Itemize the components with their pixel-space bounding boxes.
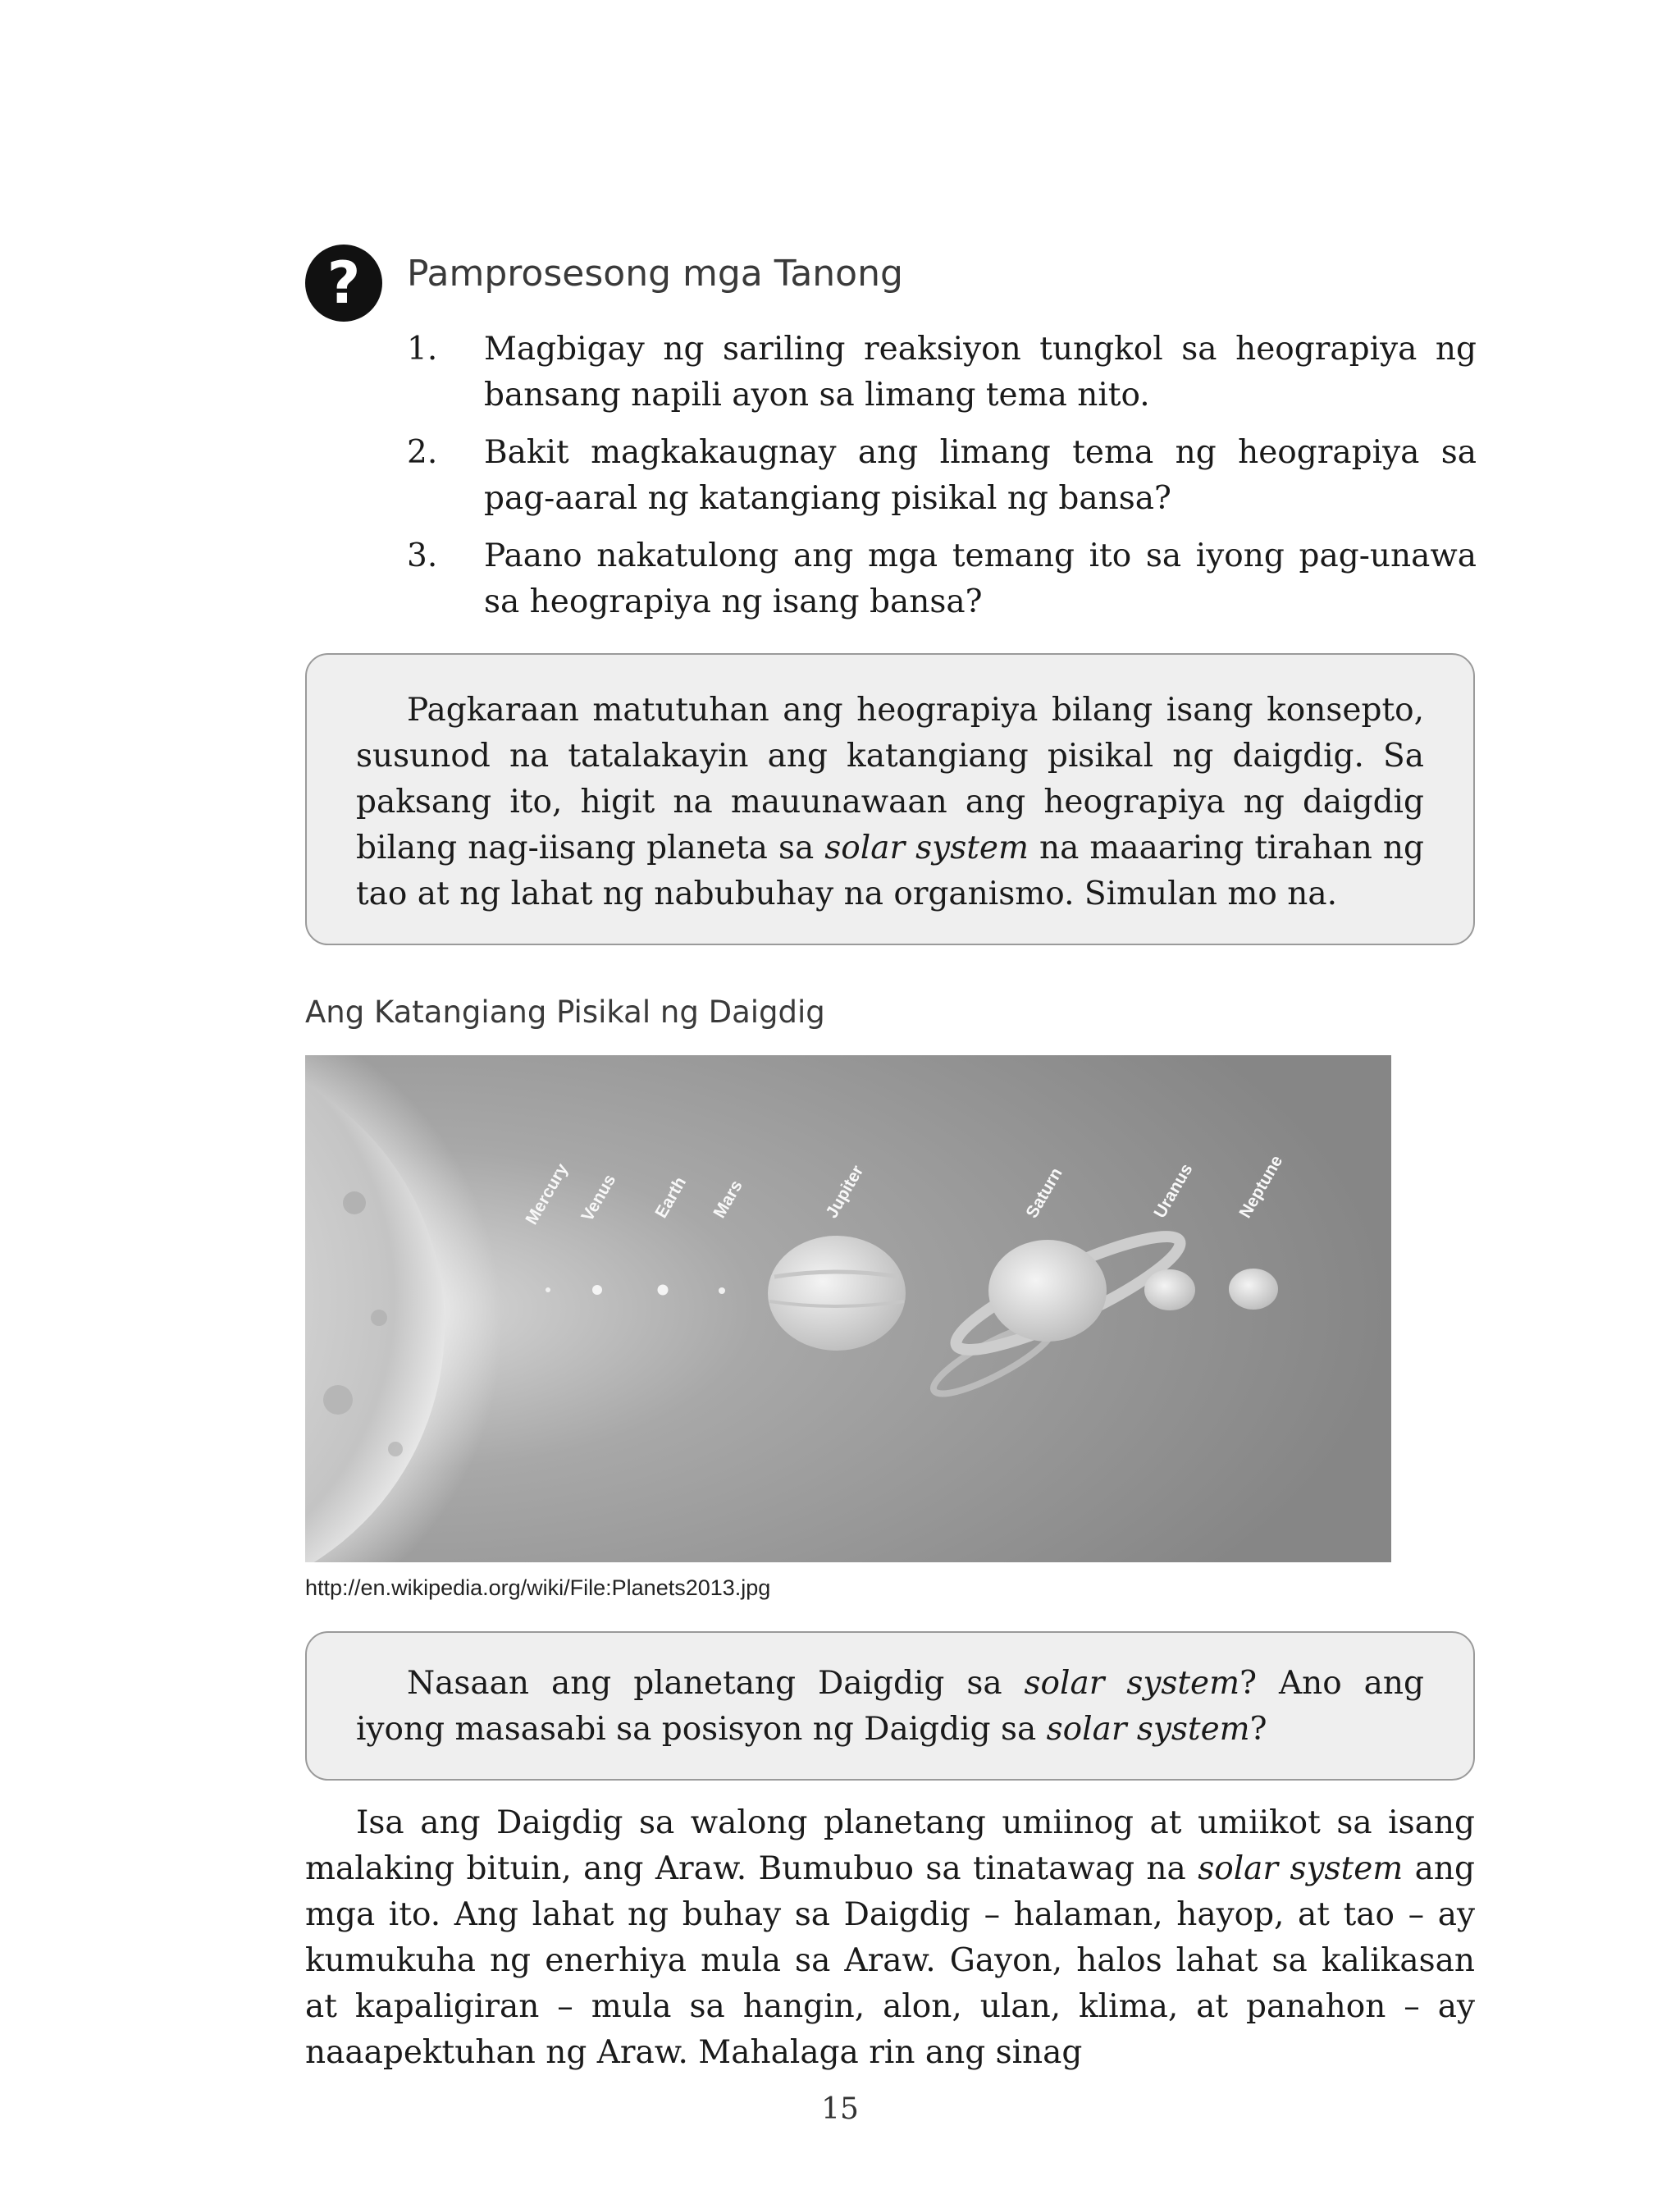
planet-venus xyxy=(592,1285,602,1295)
list-item xyxy=(407,430,1477,522)
solar-system-image xyxy=(305,1055,1391,1562)
planet-neptune xyxy=(1229,1269,1278,1310)
body-paragraph: Isa ang Daigdig sa walong planetang umiinog at umiikot sa isang malaking bituin, ang Araw. Bumubuo sa tinatawag na solar system ang mga ito. Ang lahat ng buhay sa Daigdig – halaman, hayop, at tao – ay kumukuha ng enerhiya mula sa Araw. Gayon, halos lahat sa kalikasan at kapaligiran – mula sa hangin, alon, ulan, klima, at panahon – ay naaapektuhan ng Araw. Mahalaga rin ang sinag xyxy=(305,1804,1475,2071)
planet-jupiter xyxy=(768,1236,906,1351)
intro-paragraph: Pagkaraan matutuhan ang heograpiya bilang isang konsepto, susunod na tatalakayin ang katangiang pisikal ng daigdig. Sa paksang ito, higit na mauunawaan ang heograpiya ng daigdig bilang nag-iisang planeta sa solar system na maaaring tirahan ng tao at ng lahat ng nabubuhay na organismo. Simulan mo na. xyxy=(356,692,1424,912)
item-number: 2. xyxy=(407,434,438,471)
planet-mars xyxy=(719,1287,725,1294)
question-paragraph: Nasaan ang planetang Daigdig sa solar system? Ano ang iyong masasabi sa posisyon ng Daigdig sa solar system? xyxy=(356,1665,1424,1748)
page-number: 15 xyxy=(821,2092,859,2126)
planet-saturn xyxy=(988,1240,1107,1342)
planet-uranus xyxy=(1144,1269,1195,1310)
item-text: Bakit magkakaugnay ang limang tema ng heograpiya sa pag-aaral ng katangiang pisikal ng bansa? xyxy=(484,434,1477,517)
list-item xyxy=(407,327,1477,418)
planet-mercury xyxy=(546,1287,550,1292)
item-number: 3. xyxy=(407,537,438,574)
subheading: Ang Katangiang Pisikal ng Daigdig xyxy=(305,994,825,1030)
planet-label-neptune: Neptune xyxy=(1235,1152,1287,1222)
planet-label-saturn: Saturn xyxy=(1022,1164,1066,1222)
planet-label-jupiter: Jupiter xyxy=(822,1162,868,1222)
item-text: Paano nakatulong ang mga temang ito sa iyong pag-unawa sa heograpiya ng isang bansa? xyxy=(484,537,1477,620)
image-caption: http://en.wikipedia.org/wiki/File:Planets2013.jpg xyxy=(305,1575,771,1600)
list-item xyxy=(407,533,1477,625)
item-number: 1. xyxy=(407,331,438,368)
planet-earth xyxy=(658,1285,669,1296)
planet-label-mars: Mars xyxy=(710,1177,746,1222)
planet-label-earth: Earth xyxy=(651,1173,691,1222)
intro-box xyxy=(305,653,1475,945)
section-title: Pamprosesong mga Tanong xyxy=(407,253,903,295)
question-mark-icon: ? xyxy=(305,245,382,322)
planet-label-venus: Venus xyxy=(578,1171,620,1225)
item-text: Magbigay ng sariling reaksiyon tungkol sa heograpiya ng bansang napili ayon sa limang tema nito. xyxy=(484,331,1477,414)
planet-label-mercury: Mercury xyxy=(522,1160,573,1228)
question-box xyxy=(305,1631,1475,1781)
question-list xyxy=(407,327,1477,637)
planet-label-uranus: Uranus xyxy=(1150,1160,1197,1222)
